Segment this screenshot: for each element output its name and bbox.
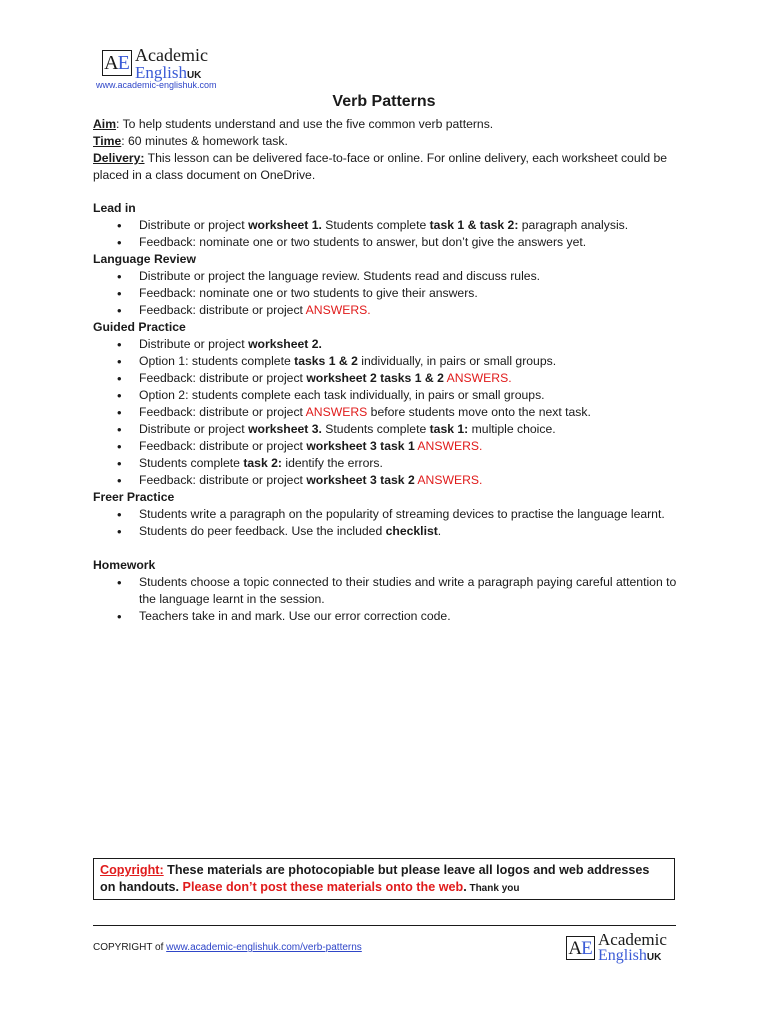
- spacer: [93, 540, 693, 557]
- site-url[interactable]: www.academic-englishuk.com: [96, 80, 217, 90]
- freer-practice-list: [93, 506, 693, 540]
- list-item: • Feedback: nominate one or two students to answer, but don’t give the answers yet.: [93, 234, 693, 251]
- lead-in-list: [93, 217, 693, 251]
- list-item: • Feedback: distribute or project worksheet 2 tasks 1 & 2 ANSWERS.: [93, 370, 693, 387]
- academic-english-logo-bottom: [566, 931, 667, 964]
- list-item: • Distribute or project worksheet 2.: [93, 336, 693, 353]
- language-review-list: [93, 268, 693, 319]
- list-item: • Option 1: students complete tasks 1 & 2 individually, in pairs or small groups.: [93, 353, 693, 370]
- copyright-warning: Please don’t post these materials onto the web: [179, 880, 464, 894]
- footer-link[interactable]: www.academic-englishuk.com/verb-patterns: [166, 942, 362, 953]
- logo-wordmark: Academic EnglishUK: [135, 45, 208, 82]
- section-heading-freer-practice: Freer Practice: [93, 490, 175, 504]
- list-item: • Distribute or project worksheet 1. Students complete task 1 & task 2: paragraph analysis.: [93, 217, 693, 234]
- guided-practice-list: [93, 336, 693, 489]
- ae-logo-mark-icon: A E: [102, 50, 132, 76]
- list-item: • Feedback: distribute or project worksheet 3 task 2 ANSWERS.: [93, 472, 693, 489]
- section-heading-language-review: Language Review: [93, 252, 196, 266]
- list-item: • Feedback: distribute or project worksheet 3 task 1 ANSWERS.: [93, 438, 693, 455]
- section-heading-lead-in: Lead in: [93, 201, 136, 215]
- list-item: • Distribute or project worksheet 3. Students complete task 1: multiple choice.: [93, 421, 693, 438]
- list-item: • Students write a paragraph on the popularity of streaming devices to practise the language learnt.: [93, 506, 693, 523]
- copyright-label: Copyright:: [100, 863, 164, 877]
- homework-list: [93, 574, 693, 625]
- ae-logo-mark-icon: A E: [566, 936, 595, 960]
- list-item: • Distribute or project the language review. Students read and discuss rules.: [93, 268, 693, 285]
- list-item: • Students do peer feedback. Use the included checklist.: [93, 523, 693, 540]
- delivery-line: Delivery: This lesson can be delivered face-to-face or online. For online delivery, each worksheet could be placed in a class document on OneDrive.: [93, 151, 668, 182]
- list-item: • Feedback: nominate one or two students to give their answers.: [93, 285, 693, 302]
- list-item: • Students choose a topic connected to their studies and write a paragraph paying careful attention to the language learnt in the session.: [93, 574, 693, 608]
- page-title: Verb Patterns: [332, 93, 436, 110]
- logo-wordmark: Academic EnglishUK: [598, 930, 667, 964]
- aim-line: Aim: To help students understand and use the five common verb patterns.: [93, 117, 494, 131]
- lesson-stages: [93, 200, 693, 625]
- section-heading-homework: Homework: [93, 558, 156, 572]
- list-item: • Students complete task 2: identify the errors.: [93, 455, 693, 472]
- academic-english-logo-top: [102, 46, 208, 82]
- list-item: • Teachers take in and mark. Use our error correction code.: [93, 608, 693, 625]
- list-item: • Feedback: distribute or project ANSWERS before students move onto the next task.: [93, 404, 693, 421]
- section-heading-guided-practice: Guided Practice: [93, 320, 186, 334]
- time-line: Time: 60 minutes & homework task.: [93, 134, 288, 148]
- footer-divider: [93, 925, 676, 926]
- lesson-intro: [93, 116, 693, 184]
- copyright-notice-box: Copyright: These materials are photocopiable but please leave all logos and web addresses on handouts. Please don’t post these materials onto the web. Thank you: [93, 858, 675, 900]
- footer-copyright: COPYRIGHT of www.academic-englishuk.com/verb-patterns: [93, 942, 362, 953]
- list-item: • Feedback: distribute or project ANSWERS.: [93, 302, 693, 319]
- list-item: • Option 2: students complete each task individually, in pairs or small groups.: [93, 387, 693, 404]
